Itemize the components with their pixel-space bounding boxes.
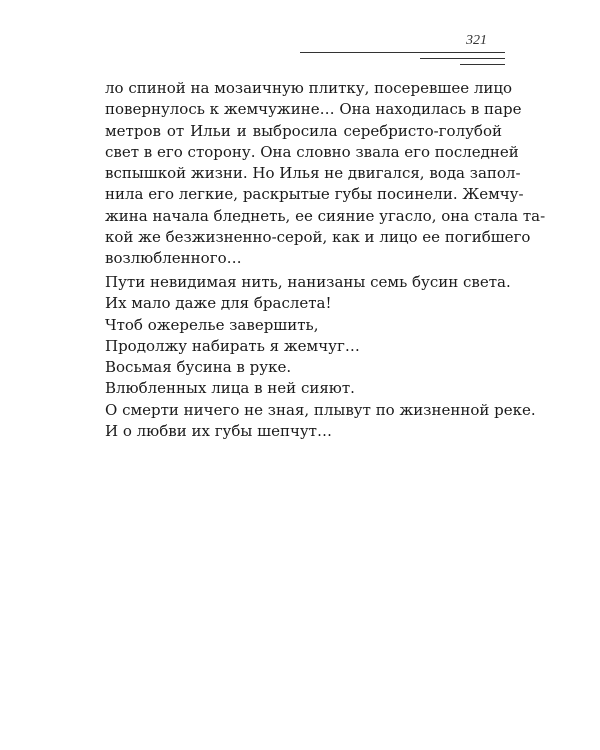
prose-line: ло спиной на мозаичную плитку, посеревшее лицо bbox=[105, 79, 513, 97]
header-rule-short bbox=[460, 64, 505, 65]
poem-line: Чтоб ожерелье завершить, bbox=[105, 315, 319, 334]
prose-line: нила его легкие, раскрытые губы посинели. Жемчу- bbox=[105, 185, 524, 204]
poem-line: Влюбленных лица в ней сияют. bbox=[105, 379, 355, 398]
poem-line: Пути невидимая нить, нанизаны семь бусин света. bbox=[105, 273, 511, 291]
poem-line: Их мало даже для браслета! bbox=[105, 294, 332, 313]
prose-line: повернулось к жемчужине… Она находилась в паре bbox=[105, 100, 522, 119]
header-rule-long bbox=[300, 52, 505, 53]
header-rule-medium bbox=[420, 58, 505, 59]
prose-line: свет в его сторону. Она словно звала его последней bbox=[105, 142, 519, 161]
prose-paragraph bbox=[105, 78, 546, 270]
page-number: 321 bbox=[466, 33, 487, 48]
prose-line: кой же безжизненно-серой, как и лицо ее погибшего bbox=[105, 228, 531, 247]
poem-line: Продолжу набирать я жемчуг… bbox=[105, 336, 360, 355]
prose-line: возлюбленного… bbox=[105, 249, 242, 268]
page-header bbox=[300, 30, 505, 70]
poem-line: Восьмая бусина в руке. bbox=[105, 358, 292, 377]
prose-line: жина начала бледнеть, ее сияние угасло, она стала та- bbox=[105, 206, 546, 225]
poem-stanza bbox=[105, 272, 536, 442]
prose-line: вспышкой жизни. Но Илья не двигался, вода запол- bbox=[105, 164, 521, 183]
prose-line: метров от Ильи и выбросила серебристо-голубой bbox=[105, 121, 502, 140]
poem-line: И о любви их губы шепчут… bbox=[105, 422, 332, 441]
poem-line: О смерти ничего не зная, плывут по жизненной реке. bbox=[105, 400, 536, 419]
